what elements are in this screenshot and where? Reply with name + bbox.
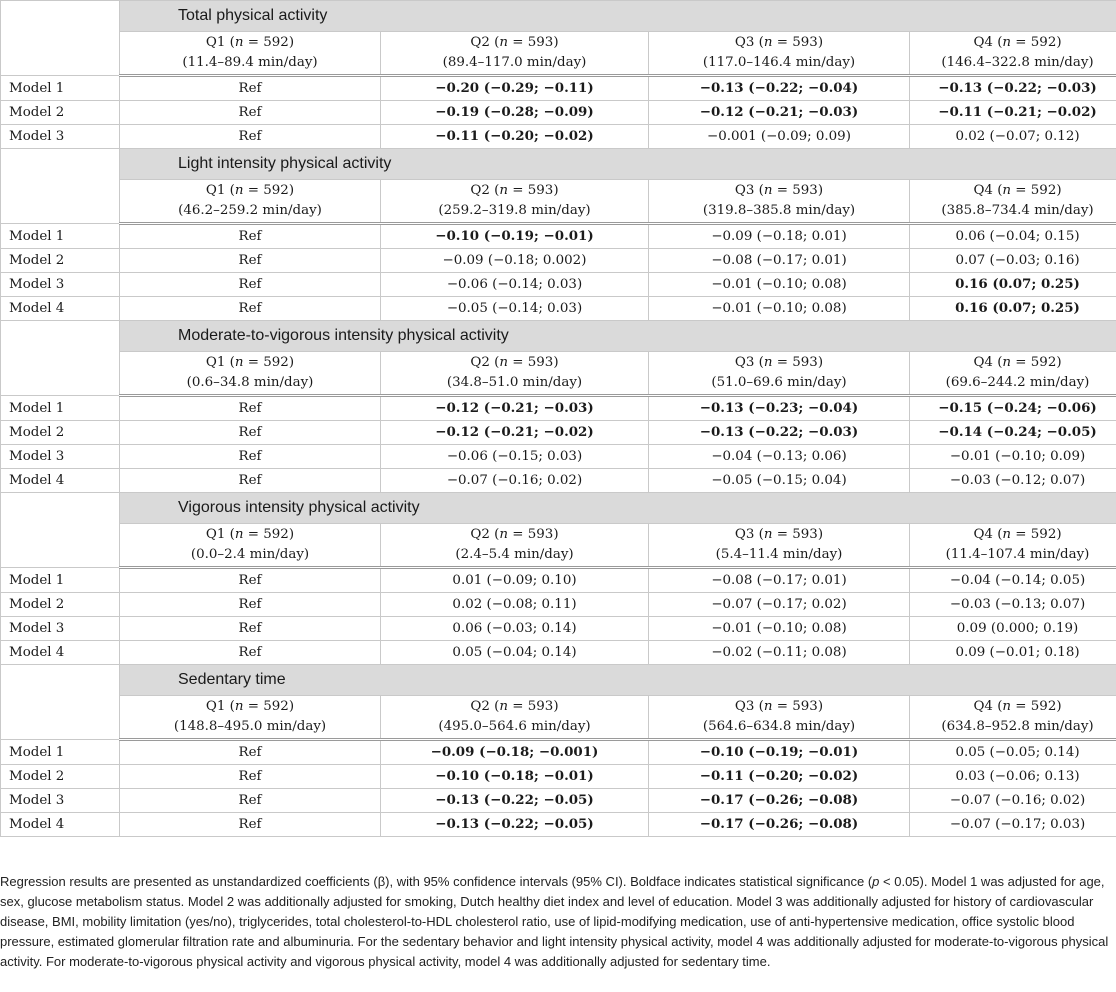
cell-q2: −0.19 (−0.28; −0.09) (381, 101, 649, 125)
quartile-range: (69.6–244.2 min/day) (945, 375, 1090, 390)
cell-q2: −0.10 (−0.19; −0.01) (381, 224, 649, 249)
section-title-row (1, 493, 1116, 524)
cell-q4: 0.05 (−0.05; 0.14) (910, 740, 1116, 765)
quartile-header-q4 (910, 696, 1116, 740)
cell-q4: −0.13 (−0.22; −0.03) (910, 76, 1116, 101)
table-row (1, 568, 1116, 593)
quartile-label: Q2 (n = 593) (470, 699, 559, 714)
cell-q2: −0.20 (−0.29; −0.11) (381, 76, 649, 101)
table-row (1, 641, 1116, 665)
cell-q3: −0.08 (−0.17; 0.01) (649, 249, 910, 273)
cell-q3: −0.17 (−0.26; −0.08) (649, 813, 910, 837)
table-footnote: Regression results are presented as unstandardized coefficients (β), with 95% confidence intervals (95% CI). Boldface indicates statistical significance (p < 0.05). Model 1 was adjusted for age, sex, glucose metabolism status. Model 2 was additionally adjusted for smoking, Dutch healthy diet index and level of education. Model 3 was additionally adjusted for history of cardiovascular disease, BMI, mobility limitation (yes/no), triglycerides, total cholesterol-to-HDL cholesterol ratio, use of lipid-modifying medication, use of anti-hypertensive medication, office systolic blood pressure, estimated glomerular filtration rate and albuminuria. For the sedentary behavior and light intensity physical activity, model 4 was additionally adjusted for moderate-to-vigorous physical activity. For moderate-to-vigorous physical activity and vigorous physical activity, model 4 was additionally adjusted for sedentary time. (0, 874, 1109, 969)
quartile-header-q1 (120, 352, 381, 396)
quartile-label: Q2 (n = 593) (470, 527, 559, 542)
quartile-range: (5.4–11.4 min/day) (715, 547, 843, 562)
cell-q3: −0.01 (−0.10; 0.08) (649, 617, 910, 641)
model-label: Model 1 (1, 224, 120, 249)
cell-q3: −0.08 (−0.17; 0.01) (649, 568, 910, 593)
cell-q2: −0.11 (−0.20; −0.02) (381, 125, 649, 149)
quartile-header-q3 (649, 352, 910, 396)
cell-q4: −0.03 (−0.12; 0.07) (910, 469, 1116, 493)
cell-q3: −0.13 (−0.23; −0.04) (649, 396, 910, 421)
model-label: Model 2 (1, 593, 120, 617)
model-label: Model 2 (1, 765, 120, 789)
cell-q3: −0.12 (−0.21; −0.03) (649, 101, 910, 125)
cell-q2: 0.06 (−0.03; 0.14) (381, 617, 649, 641)
quartile-header-q2 (381, 524, 649, 568)
cell-q3: −0.13 (−0.22; −0.03) (649, 421, 910, 445)
quartile-header-q2 (381, 696, 649, 740)
cell-q4: −0.03 (−0.13; 0.07) (910, 593, 1116, 617)
model-label: Model 1 (1, 740, 120, 765)
table-row (1, 617, 1116, 641)
model-label: Model 3 (1, 789, 120, 813)
quartile-header-q4 (910, 352, 1116, 396)
quartile-range: (34.8–51.0 min/day) (446, 375, 583, 390)
quartile-label: Q3 (n = 593) (734, 699, 824, 714)
cell-q3: −0.07 (−0.17; 0.02) (649, 593, 910, 617)
cell-q1: Ref (120, 641, 381, 665)
model-label: Model 1 (1, 568, 120, 593)
section-title-row (1, 149, 1116, 180)
cell-q1: Ref (120, 101, 381, 125)
cell-q3: −0.02 (−0.11; 0.08) (649, 641, 910, 665)
cell-q1: Ref (120, 568, 381, 593)
cell-q1: Ref (120, 765, 381, 789)
cell-q2: −0.12 (−0.21; −0.03) (381, 396, 649, 421)
section-title: Vigorous intensity physical activity (120, 493, 1116, 524)
cell-q3: −0.09 (−0.18; 0.01) (649, 224, 910, 249)
model-label: Model 4 (1, 641, 120, 665)
cell-q1: Ref (120, 297, 381, 321)
quartile-header-q4 (910, 32, 1116, 76)
cell-q4: 0.02 (−0.07; 0.12) (910, 125, 1116, 149)
cell-q2: −0.12 (−0.21; −0.02) (381, 421, 649, 445)
quartile-range: (634.8–952.8 min/day) (941, 719, 1094, 734)
section-title-row (1, 665, 1116, 696)
model-label: Model 3 (1, 125, 120, 149)
quartile-header-q3 (649, 696, 910, 740)
section-title: Total physical activity (120, 1, 1116, 32)
cell-q2: −0.10 (−0.18; −0.01) (381, 765, 649, 789)
cell-q3: −0.11 (−0.20; −0.02) (649, 765, 910, 789)
quartile-range: (11.4–107.4 min/day) (945, 547, 1090, 562)
table-row (1, 813, 1116, 837)
quartile-range: (564.6–634.8 min/day) (702, 719, 856, 734)
table-row (1, 789, 1116, 813)
cell-q1: Ref (120, 469, 381, 493)
quartile-range: (146.4–322.8 min/day) (941, 55, 1094, 70)
quartile-label: Q1 (n = 592) (205, 699, 295, 714)
quartile-range: (117.0–146.4 min/day) (702, 55, 856, 70)
cell-q4: −0.15 (−0.24; −0.06) (910, 396, 1116, 421)
model-label: Model 3 (1, 445, 120, 469)
cell-q4: −0.14 (−0.24; −0.05) (910, 421, 1116, 445)
cell-q1: Ref (120, 273, 381, 297)
table-row (1, 469, 1116, 493)
cell-q4: −0.04 (−0.14; 0.05) (910, 568, 1116, 593)
cell-q3: −0.04 (−0.13; 0.06) (649, 445, 910, 469)
cell-q1: Ref (120, 249, 381, 273)
quartile-header-q2 (381, 352, 649, 396)
quartile-range: (0.0–2.4 min/day) (190, 547, 310, 562)
quartile-header-row (1, 524, 1116, 568)
quartile-range: (51.0–69.6 min/day) (711, 375, 847, 390)
cell-q1: Ref (120, 813, 381, 837)
quartile-label: Q1 (n = 592) (205, 355, 295, 370)
model-label: Model 4 (1, 813, 120, 837)
empty-header-cell (1, 149, 120, 224)
table-row (1, 297, 1116, 321)
cell-q1: Ref (120, 224, 381, 249)
cell-q2: −0.05 (−0.14; 0.03) (381, 297, 649, 321)
table-row (1, 76, 1116, 101)
quartile-label: Q4 (n = 592) (973, 355, 1062, 370)
cell-q4: 0.16 (0.07; 0.25) (910, 273, 1116, 297)
quartile-label: Q3 (n = 593) (734, 35, 824, 50)
quartile-label: Q1 (n = 592) (205, 527, 295, 542)
cell-q1: Ref (120, 740, 381, 765)
table-row (1, 421, 1116, 445)
quartile-label: Q1 (n = 592) (205, 183, 295, 198)
quartile-header-q1 (120, 32, 381, 76)
quartile-header-q2 (381, 180, 649, 224)
cell-q2: −0.06 (−0.14; 0.03) (381, 273, 649, 297)
cell-q1: Ref (120, 789, 381, 813)
cell-q1: Ref (120, 76, 381, 101)
quartile-header-q4 (910, 524, 1116, 568)
quartile-header-q3 (649, 180, 910, 224)
cell-q2: 0.05 (−0.04; 0.14) (381, 641, 649, 665)
cell-q4: 0.16 (0.07; 0.25) (910, 297, 1116, 321)
quartile-label: Q2 (n = 593) (470, 35, 559, 50)
quartile-header-q4 (910, 180, 1116, 224)
cell-q1: Ref (120, 445, 381, 469)
cell-q4: 0.06 (−0.04; 0.15) (910, 224, 1116, 249)
quartile-header-q1 (120, 180, 381, 224)
quartile-header-q1 (120, 696, 381, 740)
section-title-row (1, 321, 1116, 352)
table-row (1, 740, 1116, 765)
cell-q4: 0.03 (−0.06; 0.13) (910, 765, 1116, 789)
model-label: Model 2 (1, 249, 120, 273)
section-title: Sedentary time (120, 665, 1116, 696)
cell-q1: Ref (120, 617, 381, 641)
section-title: Light intensity physical activity (120, 149, 1116, 180)
cell-q3: −0.01 (−0.10; 0.08) (649, 297, 910, 321)
table-row (1, 101, 1116, 125)
quartile-range: (259.2–319.8 min/day) (438, 203, 591, 218)
cell-q1: Ref (120, 125, 381, 149)
table-row (1, 273, 1116, 297)
quartile-label: Q4 (n = 592) (973, 183, 1062, 198)
cell-q2: 0.02 (−0.08; 0.11) (381, 593, 649, 617)
model-label: Model 3 (1, 273, 120, 297)
quartile-label: Q4 (n = 592) (973, 699, 1062, 714)
table-row (1, 445, 1116, 469)
cell-q4: −0.01 (−0.10; 0.09) (910, 445, 1116, 469)
empty-header-cell (1, 493, 120, 568)
table-row (1, 593, 1116, 617)
cell-q3: −0.13 (−0.22; −0.04) (649, 76, 910, 101)
cell-q2: −0.09 (−0.18; 0.002) (381, 249, 649, 273)
model-label: Model 2 (1, 421, 120, 445)
regression-table-body (1, 1, 1116, 837)
quartile-range: (495.0–564.6 min/day) (438, 719, 591, 734)
empty-header-cell (1, 321, 120, 396)
quartile-range: (319.8–385.8 min/day) (702, 203, 856, 218)
quartile-label: Q4 (n = 592) (973, 35, 1062, 50)
quartile-header-row (1, 180, 1116, 224)
model-label: Model 1 (1, 76, 120, 101)
cell-q2: −0.09 (−0.18; −0.001) (381, 740, 649, 765)
model-label: Model 4 (1, 469, 120, 493)
quartile-range: (89.4–117.0 min/day) (442, 55, 587, 70)
cell-q3: −0.10 (−0.19; −0.01) (649, 740, 910, 765)
cell-q1: Ref (120, 396, 381, 421)
cell-q4: −0.11 (−0.21; −0.02) (910, 101, 1116, 125)
quartile-label: Q3 (n = 593) (734, 355, 824, 370)
cell-q4: −0.07 (−0.16; 0.02) (910, 789, 1116, 813)
model-label: Model 2 (1, 101, 120, 125)
table-row (1, 396, 1116, 421)
quartile-range: (46.2–259.2 min/day) (178, 203, 322, 218)
cell-q2: −0.13 (−0.22; −0.05) (381, 813, 649, 837)
quartile-range: (2.4–5.4 min/day) (455, 547, 574, 562)
cell-q4: −0.07 (−0.17; 0.03) (910, 813, 1116, 837)
section-title-row (1, 1, 1116, 32)
cell-q4: 0.07 (−0.03; 0.16) (910, 249, 1116, 273)
empty-header-cell (1, 665, 120, 740)
quartile-header-row (1, 696, 1116, 740)
quartile-label: Q2 (n = 593) (470, 355, 559, 370)
cell-q3: −0.01 (−0.10; 0.08) (649, 273, 910, 297)
quartile-label: Q4 (n = 592) (973, 527, 1062, 542)
quartile-header-q1 (120, 524, 381, 568)
cell-q2: 0.01 (−0.09; 0.10) (381, 568, 649, 593)
cell-q4: 0.09 (0.000; 0.19) (910, 617, 1116, 641)
cell-q2: −0.13 (−0.22; −0.05) (381, 789, 649, 813)
section-title: Moderate-to-vigorous intensity physical activity (120, 321, 1116, 352)
quartile-label: Q1 (n = 592) (205, 35, 295, 50)
model-label: Model 4 (1, 297, 120, 321)
model-label: Model 1 (1, 396, 120, 421)
quartile-label: Q3 (n = 593) (734, 183, 824, 198)
cell-q2: −0.07 (−0.16; 0.02) (381, 469, 649, 493)
cell-q2: −0.06 (−0.15; 0.03) (381, 445, 649, 469)
quartile-range: (11.4–89.4 min/day) (182, 55, 318, 70)
cell-q1: Ref (120, 593, 381, 617)
quartile-header-row (1, 32, 1116, 76)
model-label: Model 3 (1, 617, 120, 641)
quartile-header-q3 (649, 524, 910, 568)
empty-header-cell (1, 1, 120, 76)
quartile-label: Q3 (n = 593) (734, 527, 824, 542)
cell-q1: Ref (120, 421, 381, 445)
quartile-label: Q2 (n = 593) (470, 183, 559, 198)
quartile-header-q2 (381, 32, 649, 76)
table-row (1, 125, 1116, 149)
cell-q3: −0.05 (−0.15; 0.04) (649, 469, 910, 493)
quartile-range: (148.8–495.0 min/day) (173, 719, 327, 734)
quartile-range: (385.8–734.4 min/day) (941, 203, 1094, 218)
table-row (1, 249, 1116, 273)
table-row (1, 765, 1116, 789)
table-row (1, 224, 1116, 249)
cell-q4: 0.09 (−0.01; 0.18) (910, 641, 1116, 665)
quartile-range: (0.6–34.8 min/day) (186, 375, 314, 390)
quartile-header-row (1, 352, 1116, 396)
cell-q3: −0.001 (−0.09; 0.09) (649, 125, 910, 149)
cell-q3: −0.17 (−0.26; −0.08) (649, 789, 910, 813)
quartile-header-q3 (649, 32, 910, 76)
